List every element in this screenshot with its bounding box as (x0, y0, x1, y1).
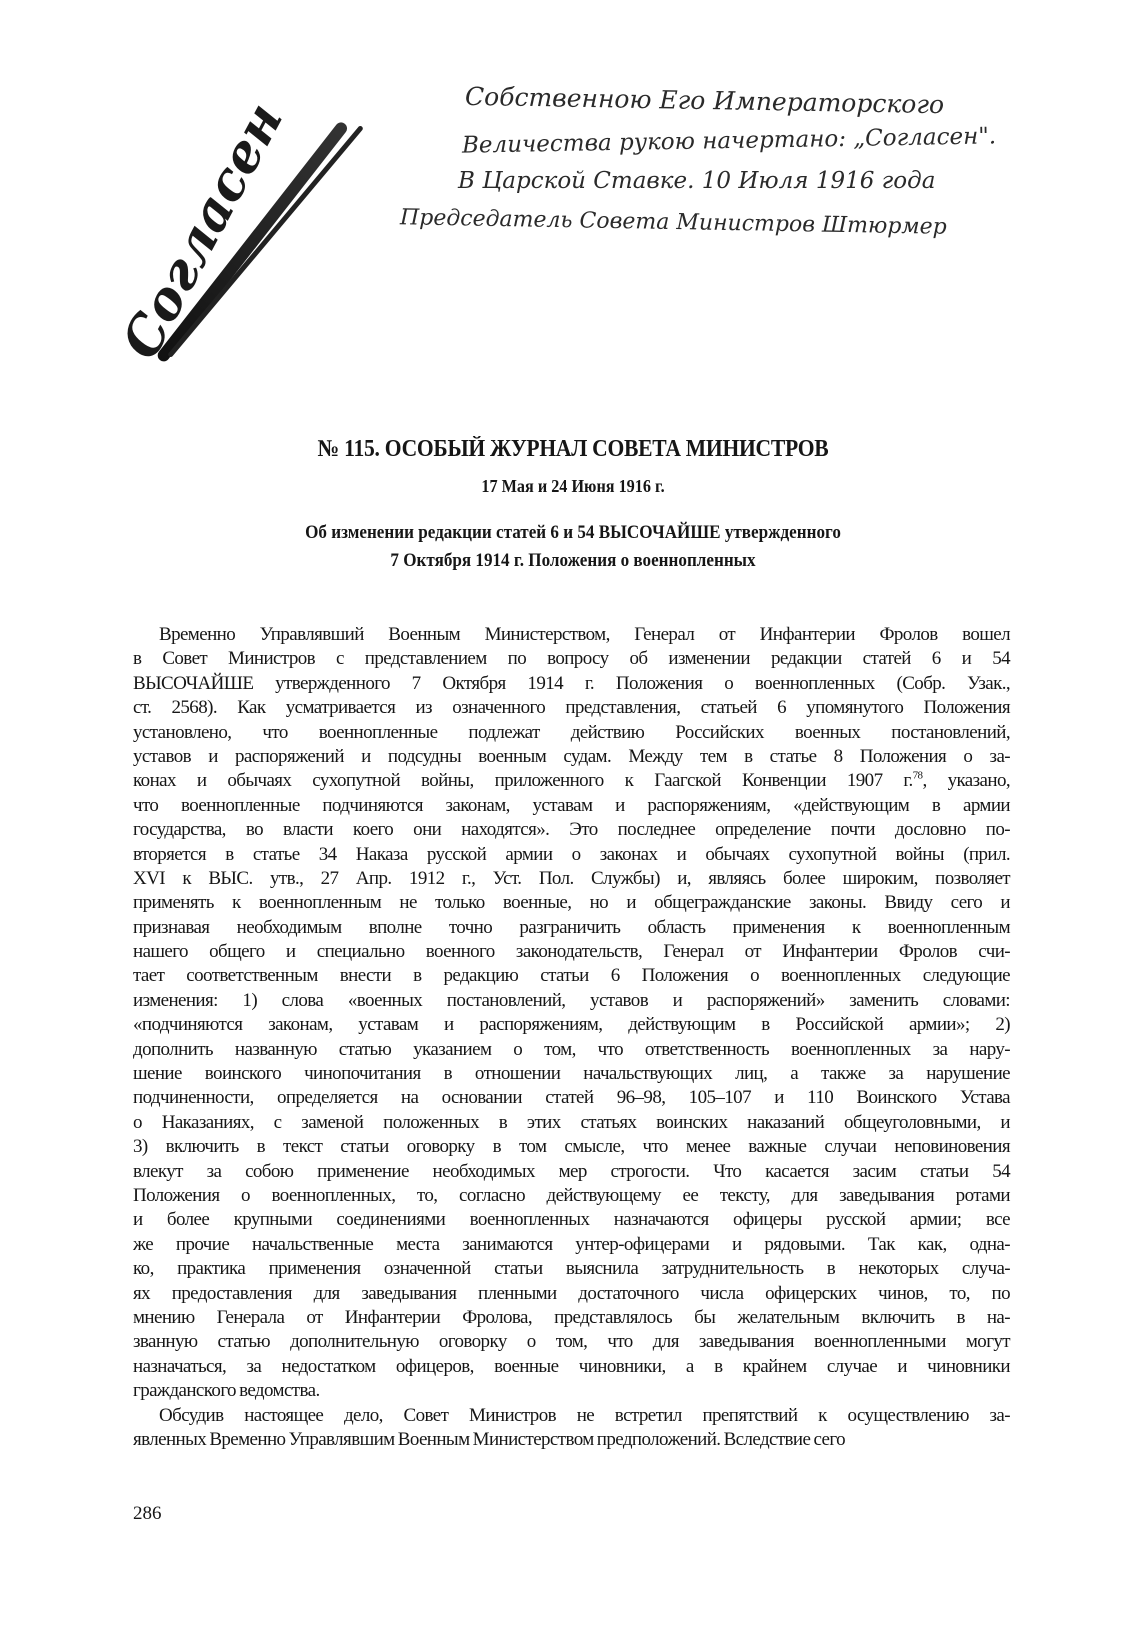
text-line-content: установлено, что военнопленные подлежат действию Российских военных постановлений, (133, 721, 1010, 743)
text-line (133, 1038, 1010, 1062)
text-line-content: назначаться, за недостатком офицеров, военные чиновники, а в крайнем случае и чиновники (133, 1355, 1010, 1377)
handwritten-line: Величества рукою начертано: „Согласен". (461, 123, 997, 159)
text-line-content: конах и обычаях сухопутной войны, приложенного к Гаагской Конвенции 1907 г. (133, 770, 913, 792)
document-dates: 17 Мая и 24 Июня 1916 г. (481, 476, 665, 496)
document-subject: Об изменении редакции статей 6 и 54 ВЫСОЧАЙШЕ утвержденного (305, 522, 841, 543)
text-line-content: шение воинского чинопочитания в отношении начальствующих лиц, а также за нарушение (133, 1063, 1010, 1085)
text-line (133, 721, 1010, 745)
text-line-content: что военнопленные подчиняются законам, уставам и распоряжениям, «действующим в армии (133, 794, 1010, 816)
text-line (133, 1379, 1010, 1403)
text-line (133, 672, 1010, 696)
text-line (133, 1111, 1010, 1135)
text-line (133, 1086, 1010, 1110)
text-line-content: «подчиняются законам, уставам и распоряжениям, действующим в Российской армии»; 2) (133, 1014, 1010, 1036)
text-line-content: уставов и распоряжений и подсудны военным судам. Между тем в статье 8 Положения о за- (133, 745, 1010, 767)
text-line (133, 867, 1010, 891)
text-line-tail: , указано, (922, 770, 1011, 792)
text-line-content: ях предоставления для заведывания пленными достаточного числа офицерских чинов, то, по (133, 1282, 1010, 1304)
text-line (133, 1257, 1010, 1281)
text-line-content: гражданского ведомства. (133, 1380, 320, 1402)
text-line-content: нашего общего и специально военного законодательств, Генерал от Инфантерии Фролов счи- (133, 941, 1010, 963)
text-line-content: ко, практика применения означенной статьи выяснила затруднительность в некоторых случа- (133, 1258, 1010, 1280)
text-line (133, 1062, 1010, 1086)
text-line (133, 1404, 1010, 1428)
text-line (133, 1013, 1010, 1037)
text-line-content: Временно Управлявший Военным Министерством, Генерал от Инфантерии Фролов вошел (159, 624, 1010, 645)
text-line-content: вторяется в статье 34 Наказа русской армии о законах и обычаях сухопутной войны (прил. (133, 843, 1010, 865)
text-line (133, 1355, 1010, 1379)
text-line (133, 1135, 1010, 1159)
handwritten-line: Председатель Совета Министров Штюрмер (399, 205, 947, 240)
text-line-content: изменения: 1) слова «военных постановлений, уставов и распоряжений» заменить словами: (133, 989, 1010, 1011)
text-line-content: подчиненности, определяется на основании статей 96–98, 105–107 и 110 Воинского Устава (133, 1087, 1010, 1109)
text-line-content: применять к военнопленным не только военные, но и общегражданские законы. Ввиду сего и (133, 892, 1010, 914)
text-line (133, 818, 1010, 842)
document-subject: 7 Октября 1914 г. Положения о военнопленных (390, 550, 756, 571)
text-line-content: 3) включить в текст статьи оговорку в том смысле, что менее важные случаи неповиновения (133, 1136, 1010, 1158)
text-line (133, 940, 1010, 964)
footnote-ref[interactable]: 78 (912, 770, 923, 783)
text-line (133, 1233, 1010, 1257)
text-line-content: же прочие начальственные места занимаются унтер-офицерами и рядовыми. Так как, одна- (133, 1233, 1010, 1255)
text-line (133, 1160, 1010, 1184)
handwritten-line: Собственною Его Императорского (464, 81, 945, 120)
body-text (133, 623, 1010, 1452)
text-line-content: признавая необходимым вполне точно разграничить область применения к военнопленным (133, 916, 1010, 938)
text-line (133, 794, 1010, 818)
text-line (133, 696, 1010, 720)
text-line-content: явленных Временно Управлявшим Военным Министерством предположений. Вследствие сего (133, 1428, 845, 1450)
text-line-content: ВЫСОЧАЙШЕ утвержденного 7 Октября 1914 г. Положения о военнопленных (Собр. Узак., (133, 672, 1010, 694)
signature-text: Согласен (110, 93, 296, 369)
text-line-content: XVI к ВЫС. утв., 27 Апр. 1912 г., Уст. Пол. Службы) и, являясь более широким, позволяет (133, 867, 1010, 889)
text-line (133, 745, 1010, 769)
text-line (133, 1184, 1010, 1208)
text-line-content: в Совет Министров с представлением по вопросу об изменении редакции статей 6 и 54 (133, 648, 1010, 670)
text-line-content: Положения о военнопленных, то, согласно действующему ее тексту, для заведывания ротами (133, 1184, 1010, 1206)
text-line (133, 891, 1010, 915)
text-line-content: тает соответственным внести в редакцию статьи 6 Положения о военнопленных следующие (133, 965, 1010, 987)
text-line-content: ст. 2568). Как усматривается из означенного представления, статьей 6 упомянутого Положения (133, 697, 1010, 719)
text-line (133, 1428, 1010, 1452)
handwritten-line: В Царской Ставке. 10 Июля 1916 года (458, 168, 936, 194)
text-line (133, 916, 1010, 940)
text-line (133, 1306, 1010, 1330)
page-number: 286 (133, 1503, 162, 1524)
text-line-content: государства, во власти коего они находятся». Это последнее определение почти дословно по- (133, 819, 1010, 841)
text-line (133, 769, 1010, 793)
text-line-content: званную статью дополнительную оговорку о том, что для заведывания военнопленными могут (133, 1331, 1010, 1353)
text-line-content: влекут за собою применение необходимых мер строгости. Что касается засим статьи 54 (133, 1160, 1010, 1182)
text-line-content: мнению Генерала от Инфантерии Фролова, представлялось бы желательным включить в на- (133, 1306, 1010, 1328)
text-line (133, 1208, 1010, 1232)
text-line (133, 647, 1010, 671)
text-line (133, 989, 1010, 1013)
text-line-content: и более крупными соединениями военнопленных назначаются офицеры русской армии; все (133, 1209, 1010, 1231)
text-line (133, 1282, 1010, 1306)
document-title: № 115. ОСОБЫЙ ЖУРНАЛ СОВЕТА МИНИСТРОВ (317, 436, 829, 462)
text-line (133, 623, 1010, 647)
text-line (133, 843, 1010, 867)
text-line-content: Обсудив настоящее дело, Совет Министров не встретил препятствий к осуществлению за- (159, 1404, 1010, 1426)
text-line (133, 964, 1010, 988)
text-line (133, 1330, 1010, 1354)
text-line-content: о Наказаниях, с заменой положенных в этих статьях воинских наказаний общеуголовными, и (133, 1111, 1010, 1133)
text-line-content: дополнить названную статью указанием о том, что ответственность военнопленных за нару- (133, 1038, 1010, 1060)
